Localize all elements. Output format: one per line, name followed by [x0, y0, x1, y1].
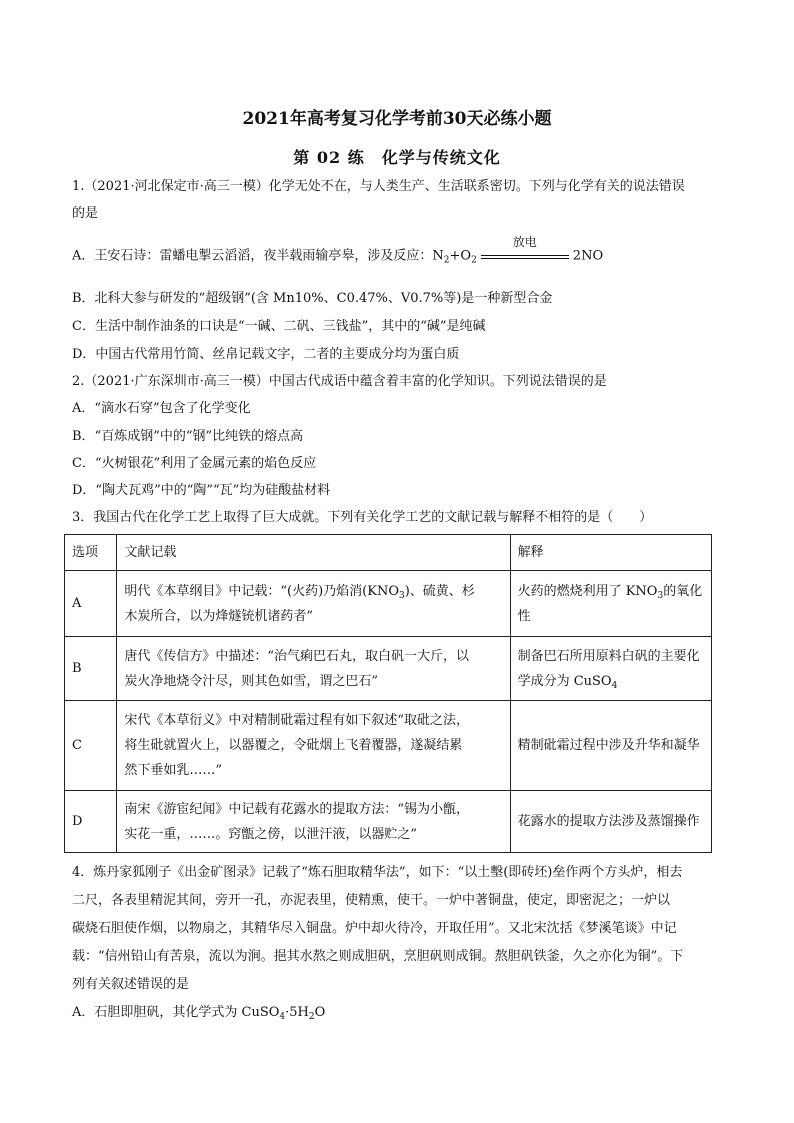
q1-stem-line2: 的是: [72, 206, 99, 221]
table-row: [65, 701, 712, 791]
header-explanation: 解释: [510, 535, 711, 571]
q2-option-a: A．“滴水石穿”包含了化学变化: [72, 401, 251, 416]
row-d-option: D: [65, 791, 117, 853]
q4-option-a: A．石胆即胆矾，其化学式为 $CuSO_4\cdot 5H_2O$: [72, 1005, 326, 1022]
n2-subscript: 2: [443, 255, 450, 266]
header-option: 选项: [65, 535, 117, 571]
q1-option-a: [72, 235, 604, 266]
q4-stem-line2: 二尺，各表里精泥其间，旁开一孔，亦泥表里，使精熏，使干。一炉中著铜盘，使定，即密泥之；一炉以: [72, 893, 671, 908]
o2-subscript: 2: [471, 255, 477, 266]
reaction-condition: 放电: [512, 235, 537, 249]
page-subtitle: 第 02 练 化学与传统文化: [293, 148, 501, 167]
row-c-explanation: 精制砒霜过程中涉及升华和凝华: [510, 701, 711, 791]
q1-option-c: C．生活中制作油条的口诀是“一碱、二矾、三钱盐”，其中的“碱”是纯碱: [72, 319, 486, 334]
table-row: [65, 571, 712, 637]
header-record: 文献记载: [117, 535, 510, 571]
q2-option-d: D．“陶犬瓦鸡”中的“陶”“瓦”均为硅酸盐材料: [72, 483, 331, 498]
row-d-explanation: 花露水的提取方法涉及蒸馏操作: [510, 791, 711, 853]
reaction-arrow: [479, 235, 571, 265]
page-title: 2021年高考复习化学考前30天必练小题: [242, 109, 552, 129]
table-header-row: [65, 535, 712, 571]
q4-stem-line5: 列有关叙述错误的是: [72, 977, 190, 992]
q1-option-d: D．中国古代常用竹简、丝帛记载文字，二者的主要成分均为蛋白质: [72, 347, 460, 362]
q4-stem-line3: 碳烧石胆使作烟，以物扇之，其精华尽入铜盘。炉中却火待冷，开取任用”。又北宋沈括《梦溪笔谈》中记: [72, 921, 677, 936]
row-d-record: 南宋《游宦纪闻》中记载有花露水的提取方法：“锡为小甑， 实花一重，……。窍甑之傍，以泄汗液，以器贮之”: [117, 791, 510, 853]
q4-stem: [72, 859, 724, 1027]
row-b-explanation: 制备巴石所用原料白矾的主要化 学成分为 CuSO$_4$: [510, 637, 711, 701]
q3-stem: 3．我国古代在化学工艺上取得了巨大成就。下列有关化学工艺的文献记载与解释不相符的是（ ）: [72, 510, 653, 525]
q3-table: [64, 534, 712, 853]
q2-stem: 2.（2021·广东深圳市·高三一模）中国古代成语中蕴含着丰富的化学知识。下列说法错误的是: [72, 374, 607, 389]
q1-option-a-text: A．王安石诗：雷蟠电掣云滔滔，夜半载雨输亭皋，涉及反应：N: [72, 248, 444, 264]
q1-option-b: B．北科大参与研发的“超级钢”(含 Mn10%、C0.47%、V0.7%等)是一种新型合金: [72, 291, 553, 306]
row-c-option: C: [65, 701, 117, 791]
q2-option-b: B．“百炼成钢”中的“钢”比纯铁的熔点高: [72, 429, 304, 444]
row-a-record: 明代《本草纲目》中记载：“(火药)乃焰消$(KNO_3)$、硫黄、杉 木炭所合，以为烽燧铳机诸药者”: [117, 571, 510, 637]
row-b-record: 唐代《传信方》中描述：“治气痢巴石丸，取白矾一大斤，以 炭火净地烧令汁尽，则其色如雪，谓之巴石”: [117, 637, 510, 701]
table-row: [65, 791, 712, 853]
row-a-explanation: 火药的燃烧利用了 $KNO_3$的氧化 性: [510, 571, 711, 637]
q4-stem-line4: 载：“信州铅山有苦泉，流以为涧。挹其水熬之则成胆矾，烹胆矾则成铜。熬胆矾铁釜，久之亦化为铜”。下: [72, 949, 684, 964]
q1-option-a-product: 2NO: [572, 248, 604, 264]
q2-option-c: C．“火树银花”利用了金属元素的焰色反应: [72, 456, 317, 471]
q1-stem-line1: 1.（2021·河北保定市·高三一模）化学无处不在，与人类生产、生活联系密切。下列与化学有关的说法错误: [72, 179, 685, 194]
row-b-option: B: [65, 637, 117, 701]
row-c-record: 宋代《本草衍义》中对精制砒霜过程有如下叙述“取砒之法， 将生砒就置火上，以器覆之，令砒烟上飞着覆器，遂凝结累 然下垂如乳……”: [117, 701, 510, 791]
q4-stem-line1: 4．炼丹家狐刚子《出金矿图录》记载了“炼石胆取精华法”，如下：“以土墼(即砖坯)垒作两个方头炉，相去: [72, 865, 683, 880]
table-row: [65, 637, 712, 701]
row-a-option: A: [65, 571, 117, 637]
q1-option-a-plus: +O: [449, 248, 472, 264]
